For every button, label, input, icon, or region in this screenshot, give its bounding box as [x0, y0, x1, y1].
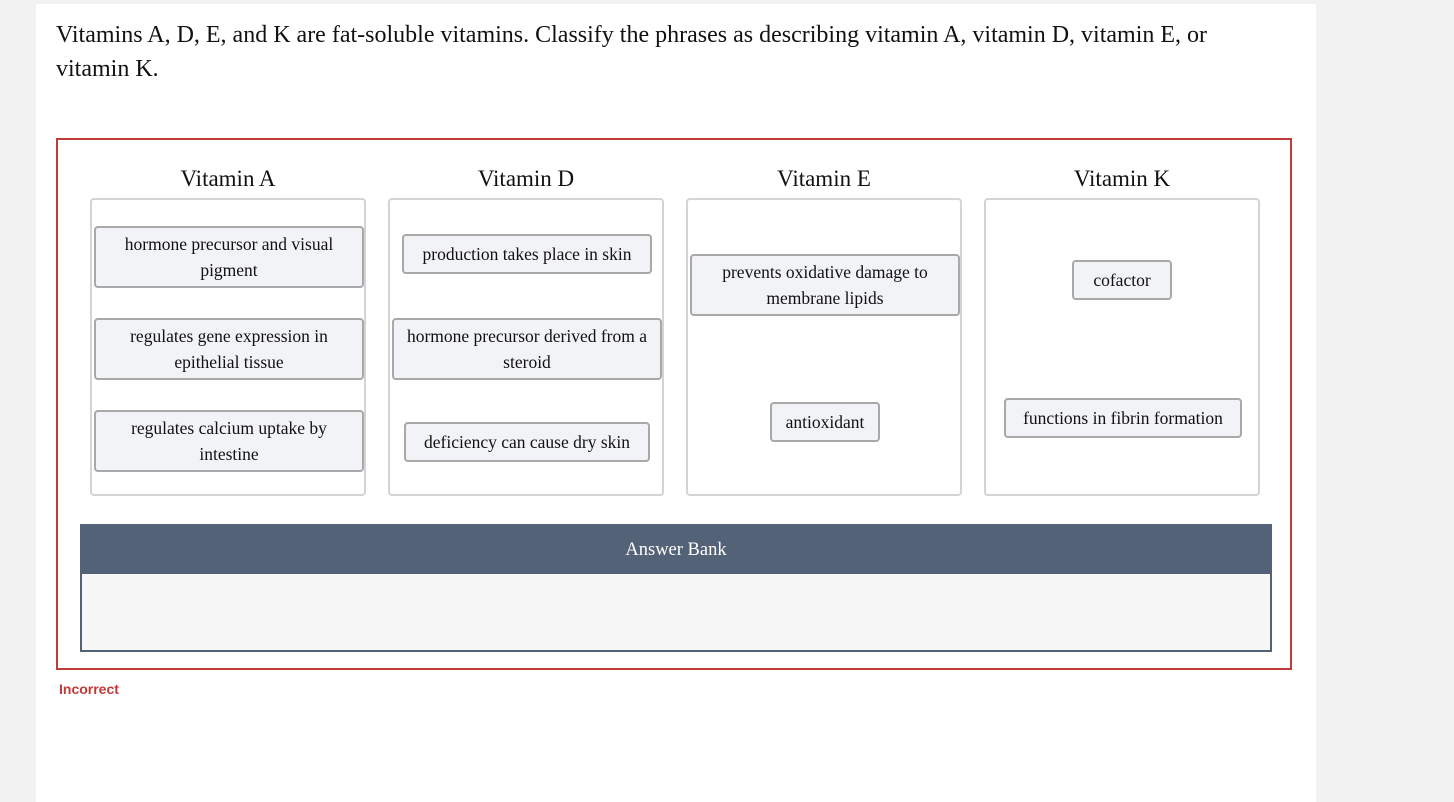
- answer-card[interactable]: production takes place in skin: [402, 234, 652, 274]
- answer-bank-title: Answer Bank: [82, 526, 1270, 574]
- answer-card[interactable]: regulates calcium uptake by intestine: [94, 410, 364, 472]
- answer-bank-drop-zone[interactable]: [82, 574, 1270, 650]
- answer-card[interactable]: functions in fibrin formation: [1004, 398, 1242, 438]
- drop-zone-vitamin-d[interactable]: [388, 198, 664, 496]
- answer-card[interactable]: hormone precursor and visual pigment: [94, 226, 364, 288]
- column-header-vitamin-k: Vitamin K: [1073, 166, 1171, 191]
- column-header-vitamin-e: Vitamin E: [777, 166, 871, 191]
- drop-zone-vitamin-a[interactable]: [90, 198, 366, 496]
- classification-activity: [56, 138, 1292, 670]
- question-prompt: Vitamins A, D, E, and K are fat-soluble vitamins. Classify the phrases as describing vitamin A, vitamin D, vitamin E, or vitamin K.: [56, 22, 1208, 82]
- answer-card[interactable]: antioxidant: [770, 402, 880, 442]
- status-message: Incorrect: [59, 681, 119, 697]
- answer-card[interactable]: regulates gene expression in epithelial tissue: [94, 318, 364, 380]
- column-header-vitamin-a: Vitamin A: [180, 166, 276, 191]
- drop-zone-vitamin-e[interactable]: [686, 198, 962, 496]
- question-page: [36, 4, 1316, 802]
- answer-bank: [80, 524, 1272, 652]
- drop-zone-vitamin-k[interactable]: [984, 198, 1260, 496]
- answer-card[interactable]: cofactor: [1072, 260, 1172, 300]
- answer-card[interactable]: prevents oxidative damage to membrane lipids: [690, 254, 960, 316]
- answer-card[interactable]: hormone precursor derived from a steroid: [392, 318, 662, 380]
- answer-card[interactable]: deficiency can cause dry skin: [404, 422, 650, 462]
- column-header-vitamin-d: Vitamin D: [477, 166, 575, 191]
